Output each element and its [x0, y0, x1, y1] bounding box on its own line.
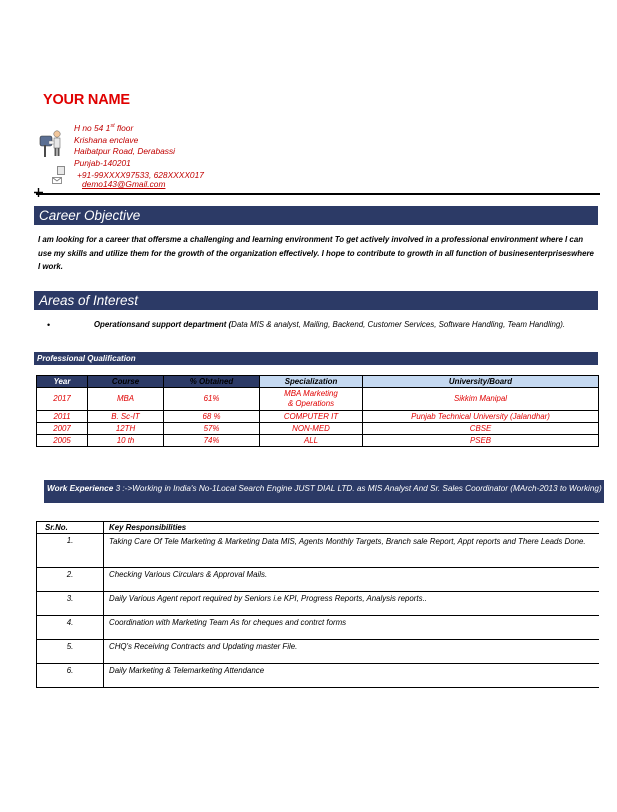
table-row [37, 388, 599, 411]
phone-icon [57, 166, 65, 175]
table-cell: 4. [37, 616, 104, 640]
envelope-icon [52, 177, 62, 184]
interest-item: Operationsand support department (Data MIS & analyst, Mailing, Backend, Customer Services, Software Handling, Team Handling). [93, 320, 566, 329]
table-cell: B. Sc-IT [88, 411, 164, 423]
table-cell: Checking Various Circulars & Approval Mails. [104, 568, 600, 592]
table-row [37, 592, 600, 616]
table-cell: Sikkim Manipal [363, 388, 599, 411]
column-header: Course [88, 376, 164, 388]
column-header: % Obtained [164, 376, 260, 388]
table-row [37, 640, 600, 664]
career-objective-heading: Career Objective [34, 206, 598, 225]
table-cell: Taking Care Of Tele Marketing & Marketing Data MIS, Agents Monthly Targets, Branch sale Report, Appt reports and There Leads Done. [104, 534, 600, 568]
table-cell: Coordination with Marketing Team As for cheques and contrct forms [104, 616, 600, 640]
crosshair-mark-icon [34, 188, 43, 197]
column-header: Year [37, 376, 88, 388]
table-cell: ALL [260, 435, 363, 447]
table-row [37, 435, 599, 447]
table-row [37, 423, 599, 435]
table-cell: 12TH [88, 423, 164, 435]
table-row [37, 411, 599, 423]
table-cell: 74% [164, 435, 260, 447]
candidate-name: YOUR NAME [43, 92, 130, 108]
qualification-table [36, 375, 599, 447]
work-experience-heading [44, 480, 604, 503]
table-cell: Punjab Technical University (Jalandhar) [363, 411, 599, 423]
table-cell: Daily Marketing & Telemarketing Attendance [104, 664, 600, 688]
table-cell: 10 th [88, 435, 164, 447]
table-cell: 68 % [164, 411, 260, 423]
column-header: Specialization [260, 376, 363, 388]
table-cell: COMPUTER IT [260, 411, 363, 423]
address-line-2: Krishana enclave [74, 134, 139, 145]
table-cell: 6. [37, 664, 104, 688]
table-cell: 2005 [37, 435, 88, 447]
table-cell: NON-MED [260, 423, 363, 435]
table-row [37, 534, 600, 568]
table-cell: 2007 [37, 423, 88, 435]
table-row [37, 568, 600, 592]
table-cell: 5. [37, 640, 104, 664]
table-row [37, 664, 600, 688]
table-cell: CBSE [363, 423, 599, 435]
address-line-1: H no 54 1st floor [74, 122, 134, 133]
table-cell: 2017 [37, 388, 88, 411]
table-cell: PSEB [363, 435, 599, 447]
column-header: Sr.No. [37, 522, 104, 534]
address-block [74, 121, 204, 181]
table-cell: 2011 [37, 411, 88, 423]
career-objective-text: I am looking for a career that offersme a challenging and learning environment To get actively involved in a professional environment where I can use my skills and utilize them for the growth of the organization effectively. I hope to contribute to growth in all function of businesenterpriseswhere I work. [38, 235, 594, 272]
address-line-4: Punjab-140201 [74, 157, 131, 168]
work-experience-label: Work Experience [47, 484, 114, 493]
table-cell: 3. [37, 592, 104, 616]
bullet-icon: • [47, 320, 51, 330]
email-link[interactable]: demo143@Gmail.com [82, 179, 166, 189]
table-header-row [37, 522, 600, 534]
work-experience-text: 3 :->Working in India's No-1Local Search Engine JUST DIAL LTD. as MIS Analyst And Sr. Sales Coordinator (MArch-2013 to Working) [113, 484, 602, 493]
table-cell: MBA [88, 388, 164, 411]
column-header: University/Board [363, 376, 599, 388]
address-line-3: Haibatpur Road, Derabassi [74, 146, 176, 157]
table-cell: 61% [164, 388, 260, 411]
responsibilities-table [36, 521, 599, 688]
table-cell: 1. [37, 534, 104, 568]
header-divider [36, 193, 600, 195]
table-row [37, 616, 600, 640]
table-cell: 57% [164, 423, 260, 435]
table-cell: 2. [37, 568, 104, 592]
column-header: Key Responsibilities [104, 522, 600, 534]
table-cell: Daily Various Agent report required by Seniors i.e KPI, Progress Reports, Analysis reports.. [104, 592, 600, 616]
phone-number: +91-99XXXX97533, 628XXXX017 [77, 169, 204, 180]
table-cell: MBA Marketing & Operations [260, 388, 363, 411]
table-cell: CHQ's Receiving Contracts and Updating master File. [104, 640, 600, 664]
professional-qualification-heading: Professional Qualification [34, 352, 598, 365]
table-header-row [37, 376, 599, 388]
areas-of-interest-heading: Areas of Interest [34, 291, 598, 310]
person-mailbox-icon [38, 128, 64, 158]
